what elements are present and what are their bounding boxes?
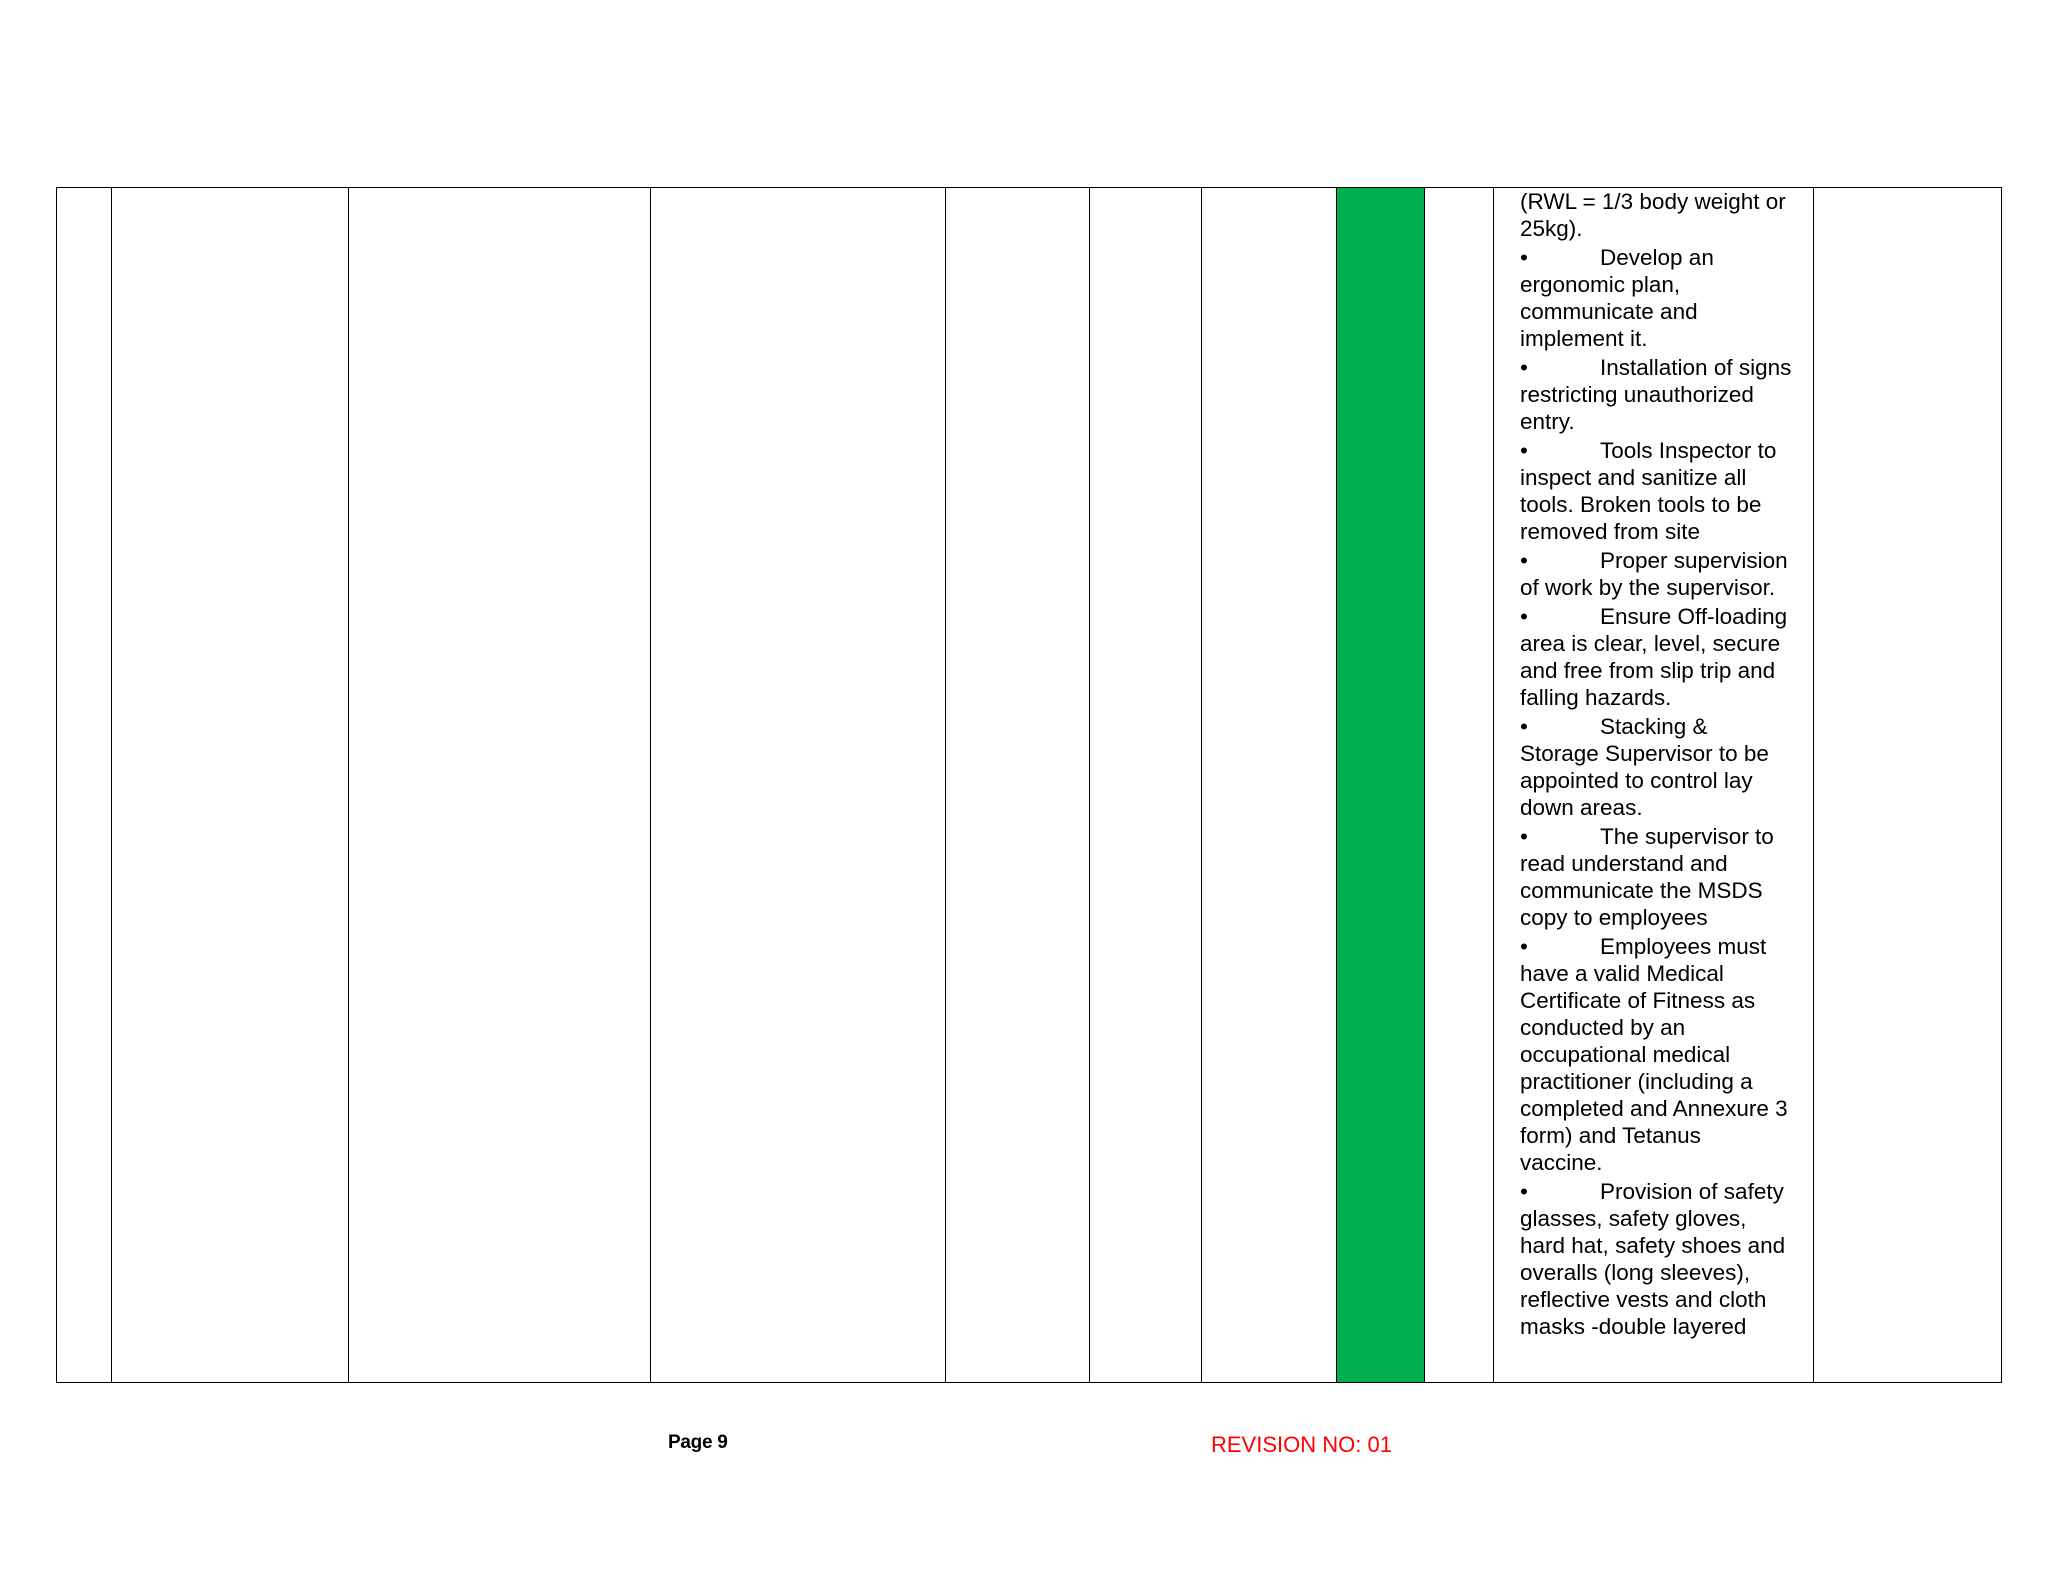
control-bullet-head: [1520, 437, 1801, 464]
table-cell-number: [57, 188, 112, 1383]
table-cell-extra: [1425, 188, 1494, 1383]
control-bullet-line: form) and Tetanus: [1520, 1123, 1701, 1148]
control-bullet-head-text: Employees must: [1600, 934, 1767, 959]
risk-rating-cell-green: [1337, 188, 1425, 1383]
control-bullet-item: [1520, 547, 1801, 601]
control-bullet-item: [1520, 603, 1801, 711]
control-bullet-line: glasses, safety gloves,: [1520, 1206, 1747, 1231]
control-bullet-line: of work by the supervisor.: [1520, 575, 1776, 600]
control-bullet-line: appointed to control lay: [1520, 768, 1753, 793]
control-bullet-item: [1520, 1178, 1801, 1340]
bullet-icon: •: [1520, 824, 1528, 849]
table-cell-risk: [651, 188, 946, 1383]
risk-assessment-table: [56, 187, 2002, 1383]
control-bullet-line: occupational medical: [1520, 1042, 1731, 1067]
control-bullet-head-text: Tools Inspector to: [1600, 438, 1777, 463]
bullet-icon: •: [1520, 714, 1528, 739]
bullet-icon: •: [1520, 1179, 1528, 1204]
control-bullet-head: [1520, 933, 1801, 960]
control-bullet-line: overalls (long sleeves),: [1520, 1260, 1751, 1285]
control-bullet-head-text: Provision of safety: [1600, 1179, 1784, 1204]
table-cell-activity: [112, 188, 349, 1383]
control-bullet-line: communicate and: [1520, 299, 1698, 324]
table-cell-responsible: [1814, 188, 2002, 1383]
control-bullet-item: [1520, 713, 1801, 821]
control-measures-cell: [1494, 188, 1814, 1383]
control-bullet-head: [1520, 547, 1801, 574]
control-measures-text: [1520, 188, 1801, 1340]
table-cell-hazard: [349, 188, 651, 1383]
control-bullet-line: ergonomic plan,: [1520, 272, 1681, 297]
control-bullet-item: [1520, 354, 1801, 435]
table-cell-score: [1202, 188, 1337, 1383]
control-bullet-line: Certificate of Fitness as: [1520, 988, 1756, 1013]
bullet-icon: •: [1520, 548, 1528, 573]
control-bullet-line: entry.: [1520, 409, 1575, 434]
control-bullet-line: implement it.: [1520, 326, 1648, 351]
control-bullet-line: tools. Broken tools to be: [1520, 492, 1762, 517]
control-bullet-line: removed from site: [1520, 519, 1701, 544]
control-bullet-line: read understand and: [1520, 851, 1728, 876]
control-bullet-line: area is clear, level, secure: [1520, 631, 1781, 656]
control-bullet-line: Storage Supervisor to be: [1520, 741, 1769, 766]
control-bullet-line: inspect and sanitize all: [1520, 465, 1747, 490]
control-bullet-head: [1520, 354, 1801, 381]
control-bullet-head: [1520, 244, 1801, 271]
control-bullet-line: vaccine.: [1520, 1150, 1603, 1175]
control-bullet-head-text: Installation of signs: [1600, 355, 1792, 380]
control-bullet-line: masks -double layered: [1520, 1314, 1747, 1339]
bullet-icon: •: [1520, 604, 1528, 629]
bullet-icon: •: [1520, 438, 1528, 463]
table-row: [57, 188, 2002, 1383]
control-bullet-item: [1520, 244, 1801, 352]
control-bullet-line: and free from slip trip and: [1520, 658, 1776, 683]
control-bullet-line: restricting unauthorized: [1520, 382, 1754, 407]
control-bullet-item: [1520, 823, 1801, 931]
control-bullet-head-text: The supervisor to: [1600, 824, 1774, 849]
control-bullet-head: [1520, 823, 1801, 850]
control-bullet-head-text: Develop an: [1600, 245, 1714, 270]
control-bullet-line: completed and Annexure 3: [1520, 1096, 1788, 1121]
control-bullet-head: [1520, 1178, 1801, 1205]
table-cell-likelihood: [946, 188, 1090, 1383]
control-bullet-line: reflective vests and cloth: [1520, 1287, 1767, 1312]
control-bullet-head: [1520, 603, 1801, 630]
page-number: Page 9: [668, 1432, 728, 1453]
control-bullet-line: practitioner (including a: [1520, 1069, 1753, 1094]
control-bullet-head-text: Ensure Off-loading: [1600, 604, 1788, 629]
control-bullet-item: [1520, 933, 1801, 1176]
control-bullet-head-text: Proper supervision: [1600, 548, 1788, 573]
control-intro-line: (RWL = 1/3 body weight or: [1520, 189, 1786, 214]
revision-number: REVISION NO: 01: [1211, 1432, 1392, 1457]
control-intro-line: 25kg).: [1520, 216, 1583, 241]
control-bullet-head: [1520, 713, 1801, 740]
control-bullet-line: have a valid Medical: [1520, 961, 1724, 986]
control-bullet-head-text: Stacking &: [1600, 714, 1708, 739]
control-bullet-item: [1520, 437, 1801, 545]
control-bullet-line: copy to employees: [1520, 905, 1708, 930]
bullet-icon: •: [1520, 245, 1528, 270]
control-bullet-line: conducted by an: [1520, 1015, 1686, 1040]
control-bullet-line: down areas.: [1520, 795, 1643, 820]
control-bullet-line: falling hazards.: [1520, 685, 1672, 710]
bullet-icon: •: [1520, 934, 1528, 959]
control-bullet-line: hard hat, safety shoes and: [1520, 1233, 1786, 1258]
table-cell-severity: [1090, 188, 1202, 1383]
control-bullet-line: communicate the MSDS: [1520, 878, 1763, 903]
bullet-icon: •: [1520, 355, 1528, 380]
